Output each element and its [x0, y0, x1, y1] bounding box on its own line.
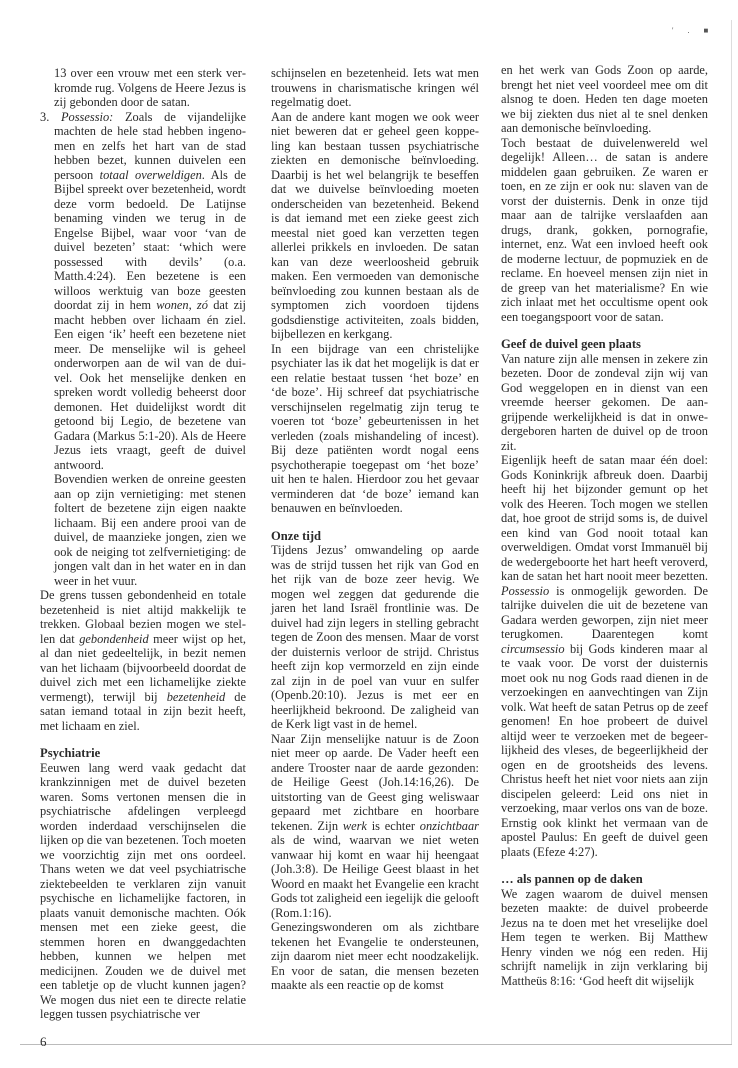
paragraph — [501, 352, 708, 454]
text-run: meer wijst op het, al dan niet gedeeltelijk, in bezit nemen van het lichaam (bijvoorbeeld doordat de duivel zich met een lichamelijke ziekte vermengt), terwijl bij — [40, 631, 246, 704]
text-run: is echter — [366, 818, 420, 833]
page-number: 6 — [40, 1033, 47, 1049]
paragraph — [501, 136, 708, 325]
paragraph — [40, 66, 246, 110]
text-run: We zagen waarom de duivel mensen bezeten maakte: de duivel probeerde Jezus na te doen met het vreselijke doel Hem tegen te werken. Bij Matthew Henry vinden we nóg een reden. Hij schrijft namelijk in zijn verklaring bij Mattheüs 8:16: ‘God heeft dit wijselijk — [501, 886, 708, 988]
paragraph — [40, 110, 246, 473]
italic-text: Possessio — [501, 583, 550, 598]
text-run: Tijdens Jezus’ omwandeling op aarde was de strijd tussen het rijk van God en het rijk van de boze zeer hevig. We mogen wel zeggen dat gedurende die jaren het land Israël frontlinie was. De duivel had zijn legers in stelling gebracht tegen de Zoon des mensen. Maar de vorst der duisternis verloor de strijd. Christus heeft zijn kop vermorzeld en zijn einde zal zijn in de poel van vuur en sulfer (Openb.20:10). Jezus is met eer en heerlijkheid bekroond. De zaligheid van de Kerk ligt vast in de hemel. — [271, 543, 479, 731]
paragraph — [40, 588, 246, 733]
text-run: is onmogelijk geworden. De talrijke duivelen die uit de bezetene van Gadara werden geworpen, zijn niet meer terugkomen. Daarentegen komt — [501, 583, 708, 641]
paragraph — [271, 920, 479, 993]
text-run: de satan iemand totaal in zijn bezit heeft, met lichaam en ziel. — [40, 689, 247, 733]
text-run: bij Gods kinderen maar al te vaak voor. De vorst der duisternis moet ook nu nog Gods raad dienen in de verzoekingen en aanvechtingen van Zijn volk. Wat heeft de satan Petrus op de zeef genomen! En hoe probeert de duivel altijd weer te verzoeken met de begeerlijkheid des vleses, de begeerlijkheid der ogen en de grootsheids des levens. Christus heeft het niet voor niets aan zijn discipelen geleerd: Leid ons niet in verzoeking, maar verlos ons van de boze. Ernstig ook klinkt het vermaan van de apostel Paulus: En geeft de duivel geen plaats (Efeze 4:27). — [501, 641, 708, 859]
text-column-3 — [501, 63, 708, 988]
text-run: Toch bestaat de duivelenwereld wel degelijk! Alleen… de satan is andere middelen gaan gebruiken. Ze waren er toen, en ze zijn er ook nu: slaven van de vorst der duisternis. Denk in onze tijd maar aan de talrijke verslaafden aan drugs, drank, gokken, pornografie, internet, enz. Wat een invloed heeft ook de moderne lectuur, de popmuziek en de reclame. En hoeveel mensen zijn niet in de greep van het materialisme? En wie zich inlaat met het occultisme opent ook een toegangspoort voor de satan. — [501, 135, 708, 324]
paragraph — [501, 453, 708, 859]
text-run: Eigenlijk heeft de satan maar één doel: Gods Koninkrijk afbreuk doen. Daarbij heeft hij het bijzonder gemunt op het volk des Heeren. Toch mogen we stellen dat, hoe groot de strijd soms is, de duivel een kind van God nooit totaal kan overweldigen. Omdat vorst Immanuël bij de wedergeboorte het hart heeft veroverd, kan de satan het hart nooit meer bezetten. — [501, 453, 708, 583]
text-run: en het werk van Gods Zoon op aarde, brengt het niet veel voordeel mee om dit alsnog te doen. Heden ten dage moeten we bij ziekten dus niet al te snel denken aan demonische beïnvloeding. — [501, 63, 708, 135]
paragraph — [271, 110, 479, 342]
text-run: 3. — [40, 109, 61, 124]
paragraph — [271, 66, 479, 110]
paragraph — [271, 732, 479, 921]
text-run: Bovendien werken de onreine geesten aan op zijn vernietiging: met stenen foltert de bezetene zijn eigen naakte lichaam. Bij een andere prooi van de duivel, de maanzieke jongen, zien we ook de neiging tot zelfvernietiging: de jongen valt dan in het water en in dan weer in het vuur. — [54, 472, 246, 588]
section-heading: Psychiatrie — [40, 746, 101, 760]
paragraph — [40, 761, 246, 1022]
paragraph — [271, 342, 479, 516]
section-heading: … als pannen op de daken — [501, 872, 643, 886]
text-run: In een bijdrage van een christelijke psychiater las ik dat het mogelijk is dat er een relatie bestaat tussen ‘het boze’ en ‘de boze’. Hij schreef dat psychiatrische verschijnselen regelmatig zijn terug te voeren tot ‘boze’ gebeurtenissen in het verleden (zoals mishandeling of incest). Bij deze patiënten wordt nogal eens psychotherapie toegepast om ‘het boze’ uit hen te halen. Hierdoor zou het gevaar verminderen dat ‘de boze’ iemand kan benauwen en beïnvloeden. — [271, 341, 479, 515]
text-run: Genezingswonderen om als zichtbare tekenen het Evangelie te ondersteunen, zijn daarom niet meer echt noodzakelijk. En voor de satan, die mensen bezeten maakte als een reactie op de komst — [271, 920, 479, 992]
italic-text: totaal overweldigen — [99, 167, 202, 182]
text-run: schijnselen en bezetenheid. Iets wat men trouwens in charismatische kringen wél regelmatig doet. — [271, 66, 479, 109]
column-body — [271, 66, 479, 993]
italic-text: circumsessio — [501, 641, 565, 656]
italic-text: bezetenheid — [166, 689, 226, 704]
italic-text: werk — [342, 818, 367, 833]
text-run: als de wind, waarvan we niet weten vanwaar hij komt en waar hij heengaat (Joh.3:8). De Heilige Geest blaast in het Woord en maakt het Evangelie een kracht Gods tot zaligheid een iegelijk die gelooft (Rom.1:16). — [271, 833, 479, 920]
text-run: 13 over een vrouw met een sterk verkromde rug. Volgens de Heere Jezus is zij gebonden door de satan. — [54, 66, 246, 109]
italic-text: Possessio: — [60, 109, 114, 124]
paragraph — [40, 472, 246, 588]
scan-marks: ' . ■ — [672, 26, 715, 35]
text-run: . Als de Bijbel spreekt over bezetenheid, wordt deze vorm bedoeld. De Latijnse benaming vinden we terug in de Engelse Bijbel, waar voor ‘van de duivel bezeten’ staat: ‘which were possessed with devils’ (o.a. Matth.4:24). Een bezetene is een willoos werktuig van boze geesten doordat zij in hem — [54, 167, 246, 312]
text-run: Van nature zijn alle mensen in zekere zin bezeten. Door de zondeval zijn wij van God weggelopen en in dienst van een vreemde heerser gekomen. De aangrijpende werkelijkheid is dat in onwedergeboren harten de duivel op de troon zit. — [501, 351, 708, 453]
text-run: Eeuwen lang werd vaak gedacht dat krankzinnigen met de duivel bezeten waren. Soms vertonen mensen die in psychiatrische afdelingen verpleegd worden inderdaad verschijnselen die lijken op die van bezetenen. Toch moeten we voorzichtig zijn met ons oordeel. Thans weten we dat veel psychiatrische ziektebeelden te verklaren zijn vanuit psychische en lichamelijke factoren, in plaats vanuit demonische machten. Oók mensen met een zieke geest, die stemmen horen en dwanggedachten hebben, kunnen we helpen met medicijnen. Zouden we de duivel met een tabletje op de vlucht kunnen jagen? We mogen dus niet een te directe relatie leggen tussen psychiatrische ver — [40, 760, 246, 1021]
paragraph — [271, 543, 479, 732]
page-edge — [731, 20, 732, 1044]
section-heading: Onze tijd — [271, 528, 322, 543]
section-heading: Geef de duivel geen plaats — [501, 337, 641, 351]
text-column-1 — [40, 66, 246, 1049]
paragraph — [501, 887, 708, 989]
text-run: Aan de andere kant mogen we ook weer niet beweren dat er geheel geen koppeling kan bestaan tussen psychiatrische ziekten en demonische beïnvloeding. Daarbij is het wel belangrijk te beseffen dat we duivelse beïnvloeding moeten onderscheiden van bezetenheid. Bekend is dat iemand met een zieke geest zich meestal niet goed kan verzetten tegen allerlei prikkels en invloeden. De satan kan van deze weerloosheid gebruik maken. Een vermoeden van demonische beïnvloeding zou kunnen bestaan als de symptomen zich voordoen tijdens godsdienstige activiteiten, zoals bidden, bijbellezen en kerkgang. — [271, 109, 479, 341]
text-run: De grens tussen gebondenheid en totale bezetenheid is niet altijd makkelijk te trekken. Globaal bezien mogen we stellen dat — [40, 588, 246, 646]
column-body — [501, 63, 708, 988]
paragraph — [501, 63, 708, 136]
text-run: Zoals de vijandelijke machten de hele stad hebben ingenomen en zelfs het hart van de stad hebben bezet, kunnen duivelen een persoon — [54, 109, 247, 182]
italic-text: gebondenheid — [79, 631, 149, 646]
text-column-2 — [271, 66, 479, 993]
column-body — [40, 66, 246, 1022]
italic-text: onzichtbaar — [419, 818, 479, 833]
text-run: dat zij macht hebben over lichaam én ziel. Een eigen ‘ik’ heeft een bezetene niet meer. De menselijke wil is geheel onderworpen aan de wil van de duivel. Ook het menselijke denken en spreken wordt volledig beheerst door demonen. Het duidelijkst wordt dit getoond bij Legio, de bezetene van Gadara (Markus 5:1-20). Als de Heere Jezus iets vraagt, geeft de duivel antwoord. — [54, 298, 246, 472]
italic-text: wonen, zó — [156, 298, 208, 312]
text-run: Naar Zijn menselijke natuur is de Zoon niet meer op aarde. De Vader heeft een andere Trooster naar de aarde gezonden: de Heilige Geest (Joh.14:16,26). De uitstorting van de Geest ging weliswaar gepaard met zichtbare en hoorbare tekenen. Zijn — [271, 731, 479, 833]
